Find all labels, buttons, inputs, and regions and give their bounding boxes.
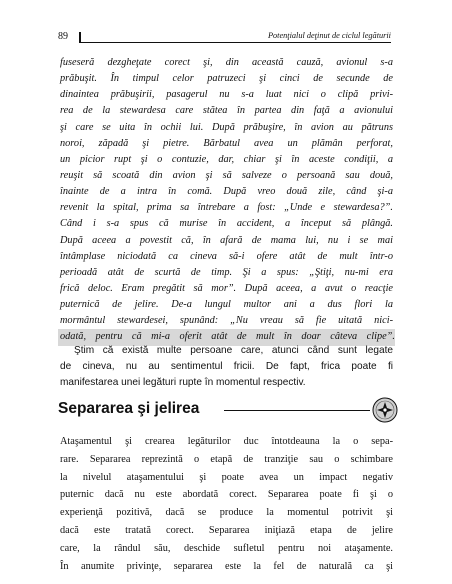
text-line: În anumite privinţe, separarea este la fel de naturală ca şi	[60, 560, 393, 572]
text-line: Ştim că există multe persoane care, atunci când sunt legate	[74, 345, 393, 356]
text-line: un picior rupt şi o contuzie, dar, chiar şi în aceste condiţii, a	[60, 153, 393, 165]
text-line: prăbuşit. În timpul celor patruzeci şi cinci de secunde de	[60, 73, 393, 85]
compass-emblem-icon	[372, 397, 398, 423]
text-line: fuseseră dezgheţate corect şi, din această cauză, avionul s-a	[60, 57, 393, 68]
text-line: noroi, zăpadă şi pietre. Bărbatul avea un plămân perforat,	[60, 137, 393, 149]
text-line: experienţă pozitivă, dacă se produce la momentul potrivit şi	[60, 507, 393, 519]
text-line: Ataşamentul şi crearea legăturilor duc întotdeauna la o sepa-	[60, 436, 393, 447]
text-line: rare. Separarea reprezintă o etapă de tranziţie sau o schimbare	[60, 453, 393, 465]
text-line: care, la rândul său, deschide sufletul pentru noi ataşamente.	[60, 542, 393, 554]
text-line: puternică de jelire. De-a lungul multor ani a dus flori la	[60, 299, 393, 311]
section-rule	[224, 410, 370, 411]
text-line: înainte de a intra în comă. După vreo două zile, când şi-a	[60, 186, 393, 198]
header-bar	[79, 32, 81, 42]
text-line: dacă este tratată corect. Separarea iniţiază etapa de jelire	[60, 524, 393, 536]
text-line: frică deloc. Eram pregătit să mor”. După aceea, a avut o reacţie	[60, 282, 393, 294]
section-heading	[58, 398, 398, 426]
text-line: mormântul stewardesei, spunând: „Nu vreau să fie uitată nici-	[60, 315, 393, 327]
section-title: Separarea şi jelirea	[58, 400, 200, 417]
text-line: puternic dacă nu este abordată corect. Separarea poate fi şi o	[60, 489, 393, 501]
running-title: Potenţialul deţinut de ciclul legăturii	[267, 31, 391, 40]
text-line: reuşit să scoată din avion şi să salveze o persoană sau două,	[60, 169, 393, 181]
running-header	[58, 31, 391, 45]
text-line: şi care se uita în ochii lui. După prăbuşire, în avion au pătruns	[60, 121, 393, 133]
text-line: la nivelul ataşamentului şi poate avea un impact negativ	[60, 471, 393, 483]
highlighted-text-line: odată, pentru că mi-a oferit atât de mult în doar câteva clipe”.	[58, 329, 395, 345]
body-paragraph	[60, 343, 393, 391]
body-paragraph	[60, 433, 393, 575]
text-line: de cineva, nu au sentimentul fricii. De fapt, frica poate fi	[60, 361, 393, 372]
text-line: După aceea a povestit că, în afară de mama lui, nu i se mai	[60, 234, 393, 246]
text-line: întâmplase niciodată ca cineva să-i ofere atât de mult într-o	[60, 250, 393, 262]
text-line: Când i s-a spus că murise în accident, a început să plângă.	[60, 218, 393, 230]
text-line: manifestarea unei legături rupte în momentul respectiv.	[60, 377, 306, 388]
text-line: revenit la spital, prima sa întrebare a fost: „Unde e stewardesa?”.	[60, 202, 393, 214]
page-number: 89	[58, 31, 68, 42]
text-line: rea de la stewardesa care stătea în partea din faţă a avionului	[60, 105, 393, 117]
text-line: dinaintea prăbuşirii, pasagerul nu s-a luat nici o clipă privi-	[60, 89, 393, 101]
header-rule	[79, 42, 391, 43]
story-paragraph	[60, 55, 393, 346]
text-line: perioadă atât de scurtă de timp. Şi a spus: „Ştiţi, nu-mi era	[60, 266, 393, 278]
